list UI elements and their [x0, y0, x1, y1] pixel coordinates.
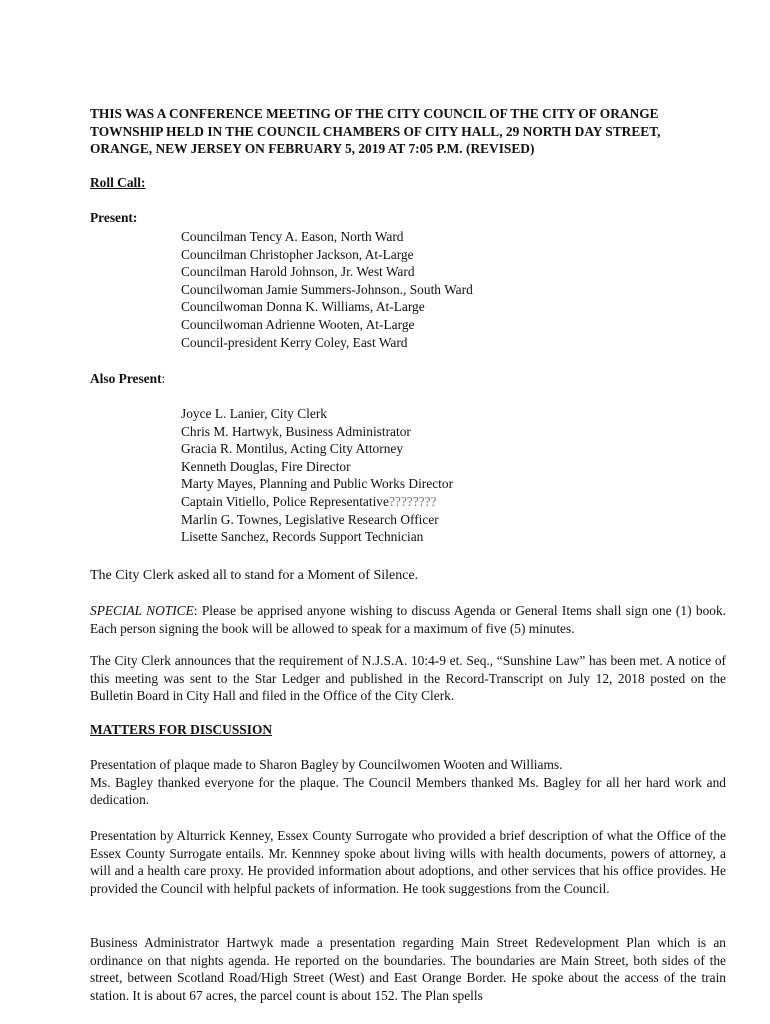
present-member: Councilwoman Donna K. Williams, At-Large [181, 299, 425, 315]
also-present-member: Joyce L. Lanier, City Clerk [181, 406, 327, 421]
moment-of-silence: The City Clerk asked all to stand for a Moment of Silence. [90, 568, 419, 583]
surrogate-paragraph: Presentation by Alturrick Kenney, Essex County Surrogate who provided a brief description of what the Office of the Essex County Surrogate entails. Mr. Kennney spoke about living wills with health documents, powers of attorney, a will and a health care proxy. He provided information about adoptions, and other services that his office provides. He provided the Council with helpful packets of information. He took suggestions from the Council. [90, 828, 726, 896]
plaque-line: Ms. Bagley thanked everyone for the plaque. The Council Members thanked Ms. Bagley for all her hard work and dedication. [90, 774, 726, 808]
present-member: Councilwoman Jamie Summers-Johnson., South Ward [181, 281, 473, 297]
present-member: Council-president Kerry Coley, East Ward [181, 334, 408, 350]
heading-line: ORANGE, NEW JERSEY ON FEBRUARY 5, 2019 AT 7:05 P.M. (REVISED) [90, 141, 535, 157]
present-members-list [181, 228, 473, 351]
also-present-member: Marty Mayes, Planning and Public Works Director [181, 476, 454, 492]
roll-call-label: Roll Call: [90, 175, 146, 190]
also-present-member-captain [181, 493, 453, 511]
meeting-heading [90, 105, 726, 158]
present-member: Councilwoman Adrienne Wooten, At-Large [181, 316, 415, 332]
special-notice [90, 602, 726, 637]
also-present-member: Gracia R. Montilus, Acting City Attorney [181, 441, 404, 457]
also-present-colon: : [161, 371, 166, 386]
present-member: Councilman Harold Johnson, Jr. West Ward [181, 264, 415, 280]
captain-question-marks: ???????? [388, 493, 437, 509]
special-notice-label: SPECIAL NOTICE [90, 603, 194, 618]
plaque-paragraph [90, 756, 726, 809]
sunshine-law-notice: The City Clerk announces that the requirement of N.J.S.A. 10:4-9 et. Seq., “Sunshine Law” has been met. A notice of this meeting was sent to the Star Ledger and published in the Record-Transcript on July 12, 2018 posted on the Bulletin Board in City Hall and filed in the Office of the City Clerk. [90, 653, 726, 704]
present-label: Present: [90, 210, 138, 225]
captain-text: Captain Vitiello, Police Representative [181, 493, 389, 509]
heading-line: TOWNSHIP HELD IN THE COUNCIL CHAMBERS OF CITY HALL, 29 NORTH DAY STREET, [90, 123, 661, 139]
main-street-paragraph: Business Administrator Hartwyk made a presentation regarding Main Street Redevelopment Plan which is an ordinance on that nights agenda. He reported on the boundaries. The boundaries are Main Street, both sides of the street, between Scotland Road/High Street (West) and East Orange Border. He spoke about the access of the train station. It is about 67 acres, the parcel count is about 152. The Plan spells [90, 935, 726, 1003]
special-notice-text: : Please be apprised anyone wishing to discuss Agenda or General Items shall sign one (1) book. Each person signing the book will be allowed to speak for a maximum of five (5) minutes. [90, 603, 727, 636]
also-present-member: Lisette Sanchez, Records Support Technician [181, 529, 424, 545]
also-present-list [181, 405, 453, 546]
also-present-heading [90, 370, 726, 388]
plaque-line: Presentation of plaque made to Sharon Bagley by Councilwomen Wooten and Williams. [90, 757, 563, 772]
also-present-member: Chris M. Hartwyk, Business Administrator [181, 423, 411, 439]
present-member: Councilman Tency A. Eason, North Ward [181, 229, 404, 244]
also-present-label: Also Present [90, 371, 162, 386]
heading-line: THIS WAS A CONFERENCE MEETING OF THE CITY COUNCIL OF THE CITY OF ORANGE [90, 106, 659, 121]
present-member: Councilman Christopher Jackson, At-Large [181, 246, 414, 262]
also-present-member: Marlin G. Townes, Legislative Research Officer [181, 511, 439, 527]
matters-heading: MATTERS FOR DISCUSSION [90, 722, 273, 737]
also-present-member: Kenneth Douglas, Fire Director [181, 458, 351, 474]
